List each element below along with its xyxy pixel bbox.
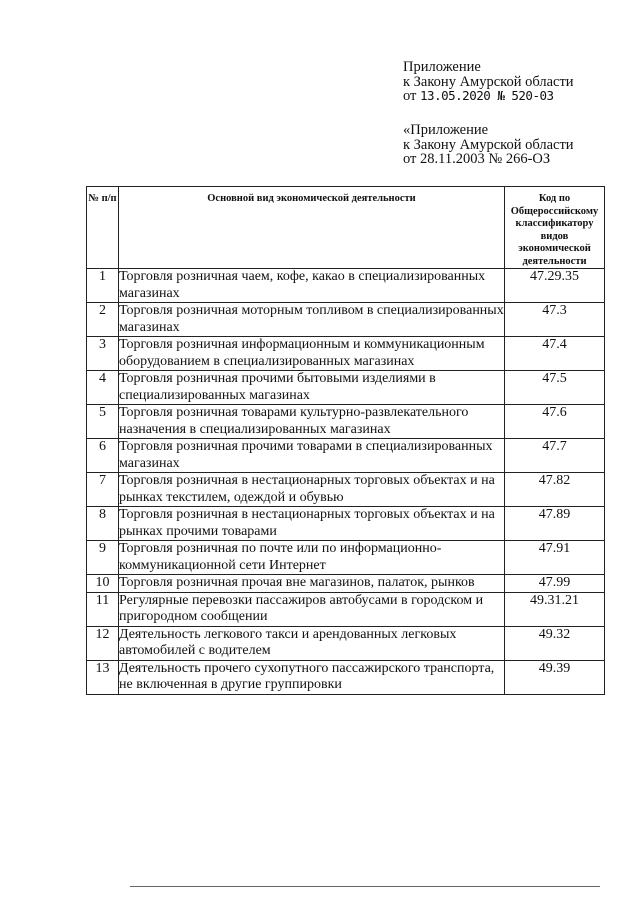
row-number: 11 [87, 592, 119, 626]
original-date-line: от 28.11.2003 № 266-ОЗ [403, 151, 551, 167]
appendix-date-line [403, 89, 574, 104]
row-activity: Торговля розничная информационным и коммуникационным оборудованием в специализированных магазинах [119, 337, 505, 371]
row-number: 10 [87, 575, 119, 593]
table-row [87, 592, 605, 626]
row-activity: Торговля розничная чаем, кофе, какао в специализированных магазинах [119, 269, 505, 303]
row-activity: Торговля розничная в нестационарных торговых объектах и на рынках текстилем, одеждой и обувью [119, 473, 505, 507]
row-number: 7 [87, 473, 119, 507]
row-activity: Торговля розничная прочая вне магазинов, палаток, рынков [119, 575, 505, 593]
row-code: 47.7 [505, 439, 605, 473]
activity-table [86, 186, 605, 695]
row-activity: Торговля розничная прочими товарами в специализированных магазинах [119, 439, 505, 473]
header-activity: Основной вид экономической деятельности [119, 187, 505, 269]
row-activity: Деятельность прочего сухопутного пассажирского транспорта, не включенная в другие группировки [119, 660, 505, 694]
row-code: 49.39 [505, 660, 605, 694]
row-number: 1 [87, 269, 119, 303]
row-number: 5 [87, 405, 119, 439]
table-row [87, 507, 605, 541]
table-row [87, 371, 605, 405]
table-row [87, 405, 605, 439]
row-code: 47.29.35 [505, 269, 605, 303]
row-activity: Торговля розничная прочими бытовыми изделиями в специализированных магазинах [119, 371, 505, 405]
row-activity: Торговля розничная моторным топливом в специализированных магазинах [119, 303, 504, 335]
row-activity: Торговля розничная в нестационарных торговых объектах и на рынках прочими товарами [119, 507, 505, 541]
row-number: 8 [87, 507, 119, 541]
row-number: 2 [87, 303, 119, 337]
table-row [87, 575, 605, 593]
table-row [87, 626, 605, 660]
row-code: 47.91 [505, 541, 605, 575]
scan-bottom-line [130, 886, 600, 887]
row-number: 9 [87, 541, 119, 575]
row-code: 47.4 [505, 337, 605, 371]
row-number: 3 [87, 337, 119, 371]
row-code: 49.31.21 [505, 592, 605, 626]
row-code: 47.99 [505, 575, 605, 593]
row-number: 4 [87, 371, 119, 405]
table-row [87, 439, 605, 473]
table-row [87, 541, 605, 575]
handwritten-date-number: 13.05.2020 № 520-03 [420, 88, 554, 103]
table-row [87, 337, 605, 371]
appendix-header-original [403, 123, 574, 167]
header-code: Код по Общероссийскому классификатору видов экономической деятельности [505, 187, 605, 269]
row-activity: Деятельность легкового такси и арендованных легковых автомобилей с водителем [119, 626, 505, 660]
row-code: 47.3 [505, 303, 605, 337]
row-code: 47.89 [505, 507, 605, 541]
date-prefix: от [403, 88, 417, 104]
table-row [87, 473, 605, 507]
table-header-row [87, 187, 605, 269]
table-row [87, 303, 605, 337]
row-code: 47.82 [505, 473, 605, 507]
row-code: 47.6 [505, 405, 605, 439]
appendix-law-reference: к Закону Амурской области [403, 73, 574, 90]
row-activity: Регулярные перевозки пассажиров автобусами в городском и пригородном сообщении [119, 592, 505, 626]
table-row [87, 269, 605, 303]
row-code: 49.32 [505, 626, 605, 660]
row-number: 6 [87, 439, 119, 473]
row-activity: Торговля розничная по почте или по информационно-коммуникационной сети Интернет [119, 541, 505, 575]
original-appendix-title: «Приложение [403, 122, 489, 138]
row-code: 47.5 [505, 371, 605, 405]
appendix-title: Приложение [403, 59, 481, 75]
appendix-header-new [403, 60, 574, 104]
table-row [87, 660, 605, 694]
header-number: № п/п [87, 187, 119, 269]
row-number: 12 [87, 626, 119, 660]
original-law-reference: к Закону Амурской области [403, 136, 574, 153]
row-number: 13 [87, 660, 119, 694]
row-activity: Торговля розничная товарами культурно-развлекательного назначения в специализированных магазинах [119, 405, 505, 439]
